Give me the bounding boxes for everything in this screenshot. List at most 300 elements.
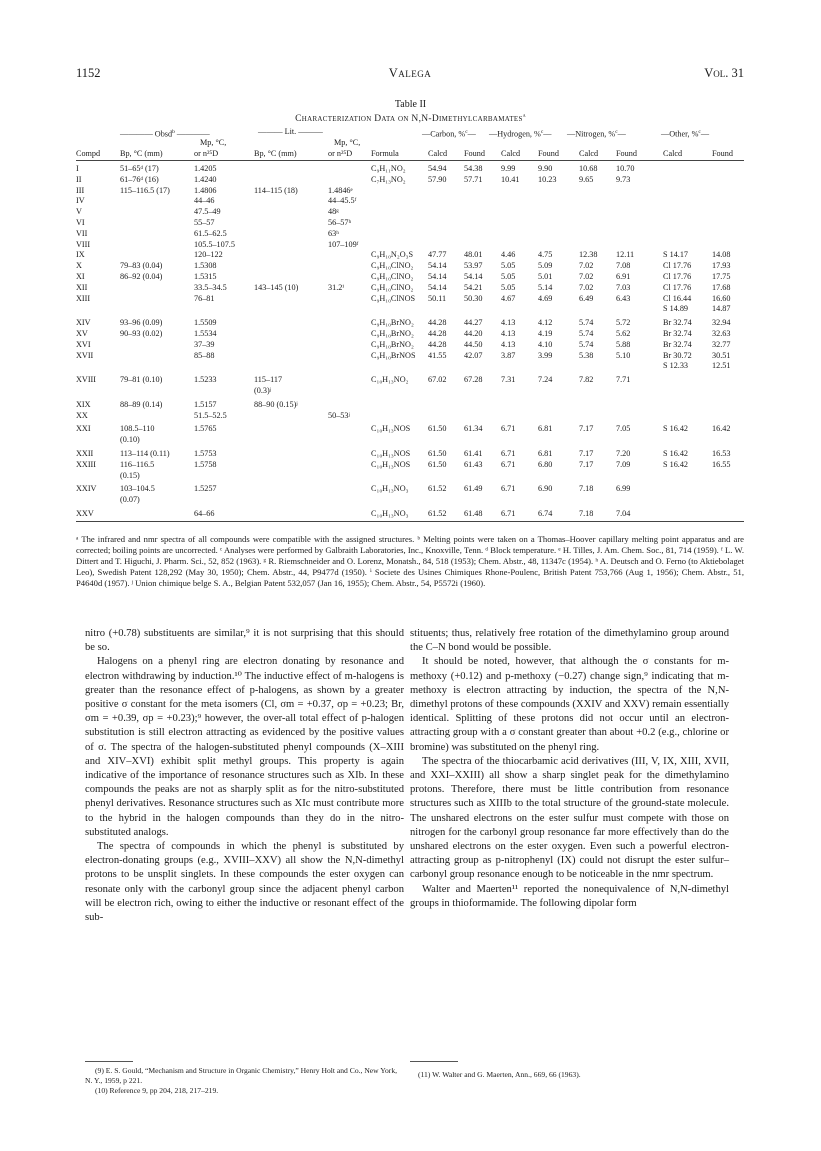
col-n-calcd: Calcd [579, 149, 599, 158]
table-cell-formula: C₉H₁₀BrNO₂ [371, 318, 414, 328]
table-cell-hf: 6.80 [538, 459, 553, 469]
col-o-calcd: Calcd [663, 149, 683, 158]
table-cell-cf: 54.21 [464, 282, 483, 292]
table-cell-hc: 4.67 [501, 293, 516, 303]
table-cell-hf: 6.81 [538, 448, 553, 458]
table-cell-bp: (0.10) [120, 435, 140, 445]
reference: (11) W. Walter and G. Maerten, Ann., 669, 66 (1963). [418, 1070, 581, 1079]
table-cell-nc: 5.74 [579, 339, 594, 349]
table-cell-formula: C₉H₁₀BrNOS [371, 350, 416, 360]
table-cell-hc: 5.05 [501, 261, 516, 271]
table-cell-litmp: 63ʰ [328, 228, 339, 238]
table-cell-hc: 4.13 [501, 328, 516, 338]
table-cell-bp: 88–89 (0.14) [120, 399, 163, 409]
table-cell-bp: 61–76ᵈ (16) [120, 174, 159, 184]
table-cell-nc: 5.38 [579, 350, 594, 360]
table-cell-compd: XVIII [76, 375, 97, 385]
table-bottom-rule [76, 521, 744, 522]
table-cell-litmp: 44–45.5ᶠ [328, 196, 357, 206]
table-cell-cf: 54.14 [464, 271, 483, 281]
table-cell-oc: Br 32.74 [663, 318, 692, 328]
table-cell-nf: 12.11 [616, 250, 635, 260]
table-cell-nf: 7.08 [616, 261, 631, 271]
table-body [76, 164, 744, 520]
table-cell-hf: 6.90 [538, 484, 553, 494]
table-cell-formula: C₉H₁₀ClNO₂ [371, 271, 414, 281]
table-cell-nf: 5.88 [616, 339, 631, 349]
paragraph: It should be noted, however, that although the σ constants for m-methoxy (+0.12) and p-methoxy (−0.27) change sign,⁹ indicating that m-methoxy is electron attracting by induction, the spectra of the N,N-dimethyl protons of these compounds (XXIV and XXV) remain essentially identical. Splitting of these protons did not occur until an electron-attracting group with a σ constant greater than about +0.2 (e.g., chlorine or bromine) was substituted on the phenyl ring. [410, 656, 729, 753]
table-row [76, 329, 744, 340]
table-cell-mp: 1.4240 [194, 174, 217, 184]
table-cell-nf: 6.43 [616, 293, 631, 303]
table-cell-hc: 6.71 [501, 508, 516, 518]
group-other: —Other, %$^c$— [661, 129, 710, 139]
table-cell-litmp: 56–57ʰ [328, 217, 352, 227]
table-row [76, 484, 744, 495]
table-row [76, 218, 744, 229]
table-row [76, 272, 744, 283]
table-row [76, 250, 744, 261]
table-cell-formula: C₉H₁₀ClNO₂ [371, 261, 414, 271]
table-cell-compd: XVI [76, 339, 91, 349]
table-cell-litbp: 88–90 (0.15)ʲ [254, 399, 298, 409]
table-cell-cf: 61.48 [464, 508, 483, 518]
table-cell-compd: XIX [76, 399, 91, 409]
table-cell-formula: C₁₀H₁₃NO₃ [371, 484, 409, 494]
table-column-headers [76, 138, 744, 161]
table-row [76, 186, 744, 197]
col-n-found: Found [616, 149, 637, 158]
table-cell-nc: 7.02 [579, 282, 594, 292]
table-cell-compd: XXI [76, 424, 91, 434]
table-cell-bp: 116–116.5 [120, 459, 155, 469]
table-row [76, 304, 744, 315]
table-cell-mp: 37–39 [194, 339, 215, 349]
table-cell-formula: C₉H₁₀N₂O₃S [371, 250, 414, 260]
table-cell-cf: 61.34 [464, 424, 483, 434]
right-references [418, 1070, 729, 1080]
table-cell-hc: 3.87 [501, 350, 516, 360]
table-cell-bp: (0.15) [120, 470, 140, 480]
table-cell-compd: IX [76, 250, 85, 260]
table-cell-nc: 7.02 [579, 261, 594, 271]
table-cell-of: 17.75 [712, 271, 731, 281]
table-cell-nc: 12.38 [579, 250, 598, 260]
table-cell-oc: S 16.42 [663, 424, 689, 434]
table-cell-hf: 4.69 [538, 293, 553, 303]
table-cell-cc: 47.77 [428, 250, 447, 260]
table-cell-bp: 86–92 (0.04) [120, 271, 163, 281]
paragraph: Walter and Maerten¹¹ reported the nonequivalence of N,N-dimethyl groups in thioformamide. The following dipolar form [410, 883, 729, 909]
table-cell-hf: 6.81 [538, 424, 553, 434]
table-cell-litbp: 143–145 (10) [254, 282, 299, 292]
col-h-found: Found [538, 149, 559, 158]
running-title: Valega [388, 66, 432, 80]
table-cell-hc: 5.05 [501, 271, 516, 281]
paragraph: stituents; thus, relatively free rotation of the dimethylamino group around the C–N bond would be possible. [410, 628, 729, 654]
table-cell-mp: 1.5308 [194, 261, 217, 271]
table-cell-cc: 44.28 [428, 339, 447, 349]
table-cell-nf: 5.10 [616, 350, 631, 360]
table-cell-cf: 67.28 [464, 375, 483, 385]
table-cell-hf: 7.24 [538, 375, 553, 385]
table-row [76, 411, 744, 422]
table-cell-oc: Br 32.74 [663, 328, 692, 338]
table-cell-compd: V [76, 207, 82, 217]
table-cell-cc: 54.14 [428, 261, 447, 271]
table-cell-cf: 50.30 [464, 293, 483, 303]
table-cell-litmp: 107–109ᶠ [328, 239, 359, 249]
right-column [410, 627, 729, 911]
table-cell-cc: 54.14 [428, 282, 447, 292]
table-cell-nc: 7.18 [579, 508, 594, 518]
table-cell-mp: 85–88 [194, 350, 215, 360]
table-cell-formula: C₁₀H₁₃NO₃ [371, 508, 409, 518]
table-cell-oc: Br 30.72 [663, 350, 692, 360]
table-row [76, 318, 744, 329]
table-cell-mp: 1.5509 [194, 318, 217, 328]
table-cell-cc: 54.14 [428, 271, 447, 281]
table-row [76, 435, 744, 446]
table-cell-hf: 3.99 [538, 350, 553, 360]
table-cell-cc: 67.02 [428, 375, 447, 385]
table-cell-cf: 44.27 [464, 318, 483, 328]
table-cell-litmp: 48ᵍ [328, 207, 339, 217]
table-cell-nf: 10.70 [616, 164, 635, 173]
table-cell-cc: 54.94 [428, 164, 447, 173]
table-cell-nc: 5.74 [579, 318, 594, 328]
table-row [76, 207, 744, 218]
table-cell-nc: 7.17 [579, 424, 594, 434]
table-cell-oc: Cl 17.76 [663, 282, 692, 292]
table-cell-compd: XXV [76, 508, 94, 518]
table-cell-compd: XXII [76, 448, 94, 458]
table-row [76, 460, 744, 471]
table-cell-nf: 7.71 [616, 375, 631, 385]
table-cell-oc: S 14.17 [663, 250, 689, 260]
table-cell-of: 16.42 [712, 424, 731, 434]
table-cell-compd: III [76, 185, 85, 195]
table-row [76, 361, 744, 372]
reference: (9) E. S. Gould, “Mechanism and Structure in Organic Chemistry,” Henry Holt and Co., New York, N. Y., 1959, p 221. [85, 1066, 398, 1085]
table-cell-of: 14.87 [712, 304, 731, 314]
table-cell-cf: 44.50 [464, 339, 483, 349]
table-row [76, 424, 744, 435]
table-cell-mp: 47.5–49 [194, 207, 221, 217]
col-o-found: Found [712, 149, 733, 158]
table-cell-oc: S 14.89 [663, 304, 689, 314]
table-cell-of: 32.77 [712, 339, 731, 349]
table-row [76, 283, 744, 294]
table-cell-oc: Br 32.74 [663, 339, 692, 349]
table-cell-bp: 103–104.5 [120, 484, 155, 494]
table-cell-of: 16.53 [712, 448, 731, 458]
table-cell-bp: 113–114 (0.11) [120, 448, 170, 458]
table-cell-cf: 61.43 [464, 459, 483, 469]
paragraph: The spectra of the thiocarbamic acid derivatives (III, V, IX, XIII, XVII, and XXI–XXIII) all show a sharp singlet peak for the dimethylamino protons. Therefore, there must be little contribution from resonance structures such as XIIIb to the total structure of the ground-state molecule. The unshared electrons on the ester sulfur must compete with those on nitrogen for the carbonyl group resonance far more effectively than do the unshared electrons on the ester oxygen. Even such a powerful electron-attracting group as p-nitrophenyl (IX) could not disrupt the ester sulfur–carbonyl group resonance enough to be noticeable in the nmr spectrum. [410, 755, 729, 881]
table-cell-cf: 57.71 [464, 174, 483, 184]
table-cell-hc: 6.71 [501, 459, 516, 469]
table-cell-litmp: 50–53ʲ [328, 410, 350, 420]
table-cell-mp: 1.5315 [194, 271, 217, 281]
table-row [76, 449, 744, 460]
table-cell-litbp: 115–117 [254, 375, 283, 385]
table-cell-nf: 5.72 [616, 318, 631, 328]
table-cell-cc: 57.90 [428, 174, 447, 184]
table-cell-compd: XXIII [76, 459, 97, 469]
table-cell-mp: 1.5765 [194, 424, 217, 434]
footnote-rule-left [85, 1061, 133, 1062]
table-cell-hc: 4.13 [501, 318, 516, 328]
table-cell-mp: 1.4205 [194, 164, 217, 173]
col-formula: Formula [371, 149, 399, 158]
table-cell-mp: 1.5257 [194, 484, 217, 494]
table-cell-cf: 61.41 [464, 448, 483, 458]
table-row [76, 340, 744, 351]
table-cell-nc: 7.17 [579, 448, 594, 458]
table-cell-cc: 44.28 [428, 328, 447, 338]
table-cell-cc: 61.52 [428, 484, 447, 494]
col-mp-lit-2: or n²⁵D [328, 149, 353, 158]
table-row [76, 164, 744, 175]
table-cell-cc: 50.11 [428, 293, 447, 303]
table-row [76, 351, 744, 362]
table-footnotes: ᵃ The infrared and nmr spectra of all compounds were compatible with the assigned structures. ᵇ Melting points were taken on a Thomas–Hoover capillary melting point apparatus and are corrected; boiling points are uncorrected. ᶜ Analyses were performed by Galbraith Laboratories, Inc., Knoxville, Tenn. ᵈ Block temperature. ᵉ H. Tilles, J. Am. Chem. Soc., 81, 714 (1959). ᶠ L. W. Dittert and T. Higuchi, J. Pharm. Sci., 52, 852 (1963). ᵍ R. Riemschneider and O. Lorenz, Monatsh., 84, 518 (1953); Chem. Abstr., 48, 11347c (1954). ʰ A. Deutsch and O. Ferno (to Aktiebolaget Leo), Swedish Patent 128,292 (May 30, 1950); Chem. Abstr., 44, P9477d (1950). ⁱ Societe des Usines Chimiques Rhone-Poulenc, British Patent 753,766 (Aug 1, 1956); Chem. Abstr., 51, P4640d (1957). ʲ Union chimique belge S. A., Belgian Patent 532,057 (Jan 16, 1955); Chem. Abstr., 54, P5572i (1960). [76, 534, 744, 588]
table-cell-nc: 7.02 [579, 271, 594, 281]
table-cell-nc: 7.17 [579, 459, 594, 469]
group-lit: ——— Lit. ——— [258, 127, 323, 136]
page-number: 1152 [76, 66, 101, 80]
col-c-found: Found [464, 149, 485, 158]
table-cell-hc: 4.46 [501, 250, 516, 260]
reference: (10) Reference 9, pp 204, 218, 217–219. [95, 1086, 219, 1095]
table-cell-formula: C₁₀H₁₃NOS [371, 448, 411, 458]
table-row [76, 294, 744, 305]
table-cell-bp: 115–116.5 (17) [120, 185, 170, 195]
table-cell-nf: 9.73 [616, 174, 631, 184]
col-mp-obsd: Mp, °C, [200, 138, 227, 147]
table-cell-mp: 105.5–107.5 [194, 239, 235, 249]
table-cell-of: 16.55 [712, 459, 731, 469]
group-hydrogen: —Hydrogen, %$^c$— [489, 129, 552, 139]
table-row [76, 495, 744, 506]
table-cell-hc: 6.71 [501, 424, 516, 434]
table-cell-hc: 10.41 [501, 174, 520, 184]
table-cell-compd: IV [76, 196, 85, 206]
table-cell-compd: XV [76, 328, 88, 338]
table-group-headers [76, 127, 744, 138]
col-mp-lit: Mp, °C, [334, 138, 361, 147]
table-cell-mp: 1.5753 [194, 448, 217, 458]
table-cell-nc: 6.49 [579, 293, 594, 303]
table-cell-litmp: 1.4846ᵉ [328, 185, 353, 195]
table-cell-bp: (0.07) [120, 495, 140, 505]
table-title: Characterization Data on N,N-Dimethylcarbamates$^a$ [295, 113, 526, 125]
table-cell-nc: 7.82 [579, 375, 594, 385]
table-cell-formula: C₁₀H₁₃NOS [371, 424, 411, 434]
table-cell-oc: Cl 16.44 [663, 293, 692, 303]
table-cell-litbp: (0.3)ʲ [254, 385, 271, 395]
table-cell-nc: 9.65 [579, 174, 594, 184]
table-cell-oc: Cl 17.76 [663, 271, 692, 281]
table-cell-hf: 9.90 [538, 164, 553, 173]
table-cell-cc: 61.50 [428, 448, 447, 458]
table-cell-of: 30.51 [712, 350, 731, 360]
table-cell-formula: C₇H₁₃NO₂ [371, 174, 406, 184]
footnote-rule-right [410, 1061, 458, 1062]
table-row [76, 229, 744, 240]
table-cell-formula: C₉H₁₀ClNO₂ [371, 282, 414, 292]
table-cell-hf: 5.09 [538, 261, 553, 271]
table-cell-hf: 10.23 [538, 174, 557, 184]
table-cell-compd: XIV [76, 318, 91, 328]
col-bp-lit: Bp, °C (mm) [254, 149, 297, 158]
table-cell-of: 32.94 [712, 318, 731, 328]
table-cell-hf: 5.01 [538, 271, 553, 281]
table-cell-mp: 51.5–52.5 [194, 410, 227, 420]
table-cell-hc: 7.31 [501, 375, 516, 385]
table-cell-mp: 44–46 [194, 196, 215, 206]
table-cell-formula: C₉H₁₁NO₂ [371, 164, 406, 173]
group-nitrogen: —Nitrogen, %$^c$— [567, 129, 626, 139]
table-row [76, 386, 744, 397]
table-cell-bp: 51–65ᵈ (17) [120, 164, 159, 173]
table-cell-mp: 64–66 [194, 508, 215, 518]
table-cell-mp: 55–57 [194, 217, 215, 227]
table-cell-nf: 6.91 [616, 271, 631, 281]
table-cell-of: 14.08 [712, 250, 731, 260]
table-cell-cf: 54.38 [464, 164, 483, 173]
table-cell-compd: I [76, 164, 79, 173]
table-cell-mp: 1.5758 [194, 459, 217, 469]
table-cell-nf: 7.05 [616, 424, 631, 434]
table-cell-hc: 5.05 [501, 282, 516, 292]
table-cell-nc: 7.18 [579, 484, 594, 494]
table-cell-hc: 9.99 [501, 164, 516, 173]
table-cell-bp: 79–81 (0.10) [120, 375, 163, 385]
table-cell-bp: 79–83 (0.04) [120, 261, 163, 271]
table-cell-formula: C₉H₁₀BrNO₂ [371, 328, 414, 338]
table-cell-cf: 48.01 [464, 250, 483, 260]
table-cell-mp: 120–122 [194, 250, 223, 260]
table-cell-hf: 4.12 [538, 318, 553, 328]
paragraph: The spectra of compounds in which the phenyl is substituted by electron-donating groups (e.g., XVIII–XXV) all show the N,N-dimethyl protons to be unsplit singlets. In these compounds the ester oxygen can resonate only with the carbonyl group since the adjacent phenyl carbon will be electron rich, owing to either the inductive or resonant effect of the sub- [85, 841, 404, 924]
table-cell-nc: 10.68 [579, 164, 598, 173]
table-cell-compd: XVII [76, 350, 94, 360]
table-cell-nf: 5.62 [616, 328, 631, 338]
table-cell-bp: 90–93 (0.02) [120, 328, 163, 338]
table-cell-hc: 6.71 [501, 448, 516, 458]
table-caption: Table II [394, 99, 427, 110]
table-cell-oc: S 12.33 [663, 361, 689, 371]
table-cell-hf: 4.10 [538, 339, 553, 349]
table-cell-litbp: 114–115 (18) [254, 185, 298, 195]
table-cell-compd: XI [76, 271, 85, 281]
table-cell-hf: 6.74 [538, 508, 553, 518]
table-cell-mp: 33.5–34.5 [194, 282, 227, 292]
left-references [85, 1066, 404, 1096]
table-cell-of: 12.51 [712, 361, 731, 371]
table-cell-nf: 7.20 [616, 448, 631, 458]
table-cell-compd: II [76, 174, 82, 184]
table-cell-mp: 1.5157 [194, 399, 217, 409]
table-cell-nc: 5.74 [579, 328, 594, 338]
table-cell-compd: X [76, 261, 82, 271]
table-cell-bp: 108.5–110 [120, 424, 155, 434]
table-cell-litmp: 31.2ⁱ [328, 282, 344, 292]
table-cell-hc: 6.71 [501, 484, 516, 494]
table-cell-of: 17.93 [712, 261, 731, 271]
col-h-calcd: Calcd [501, 149, 521, 158]
table-cell-formula: C₉H₁₀ClNOS [371, 293, 416, 303]
table-row [76, 471, 744, 482]
table-cell-mp: 1.5534 [194, 328, 217, 338]
col-c-calcd: Calcd [428, 149, 448, 158]
paragraph: Halogens on a phenyl ring are electron donating by resonance and electron withdrawing by induction.¹⁰ The inductive effect of m-halogens is greater than the resonance effect of p-halogens, as shown by a greater positive σ constant for the meta isomers (Cl, σm = +0.37, σp = +0.23; Br, σm = +0.39, σp = +0.23);⁹ however, the over-all total effect of p-halogen substitution is still electron attracting as evidenced by the positive values of σ. The spectra of the halogen-substituted phenyl compounds (X–XIII and XIV–XVI) exhibit split methyl groups. This property is again indicative of the importance of resonance structures such as XIb. In these compounds the peaks are not as sharply split as for the nitro-substituted phenyl derivatives. Resonance structures such as XIc must contribute more to the hybrid in the halogen compounds than they do in the nitro-substituted analogs. [85, 656, 404, 838]
characterization-table [76, 127, 744, 522]
table-cell-cf: 42.07 [464, 350, 483, 360]
table-cell-compd: XII [76, 282, 88, 292]
table-cell-cc: 44.28 [428, 318, 447, 328]
table-cell-cc: 61.52 [428, 508, 447, 518]
table-cell-mp: 76–81 [194, 293, 215, 303]
table-cell-mp: 1.4806 [194, 185, 217, 195]
table-row [76, 400, 744, 411]
table-cell-hf: 4.75 [538, 250, 553, 260]
table-row [76, 240, 744, 251]
table-cell-compd: XIII [76, 293, 91, 303]
col-mp-obsd-2: or n²⁵D [194, 149, 219, 158]
table-cell-cc: 61.50 [428, 459, 447, 469]
col-bp-obsd: Bp, °C (mm) [120, 149, 163, 158]
table-cell-mp: 61.5–62.5 [194, 228, 227, 238]
table-cell-hf: 5.14 [538, 282, 553, 292]
table-cell-of: 32.63 [712, 328, 731, 338]
table-cell-compd: VI [76, 217, 85, 227]
table-cell-mp: 1.5233 [194, 375, 217, 385]
table-row [76, 375, 744, 386]
table-cell-bp: 93–96 (0.09) [120, 318, 163, 328]
table-cell-compd: VII [76, 228, 88, 238]
table-cell-nf: 7.03 [616, 282, 631, 292]
table-cell-formula: C₉H₁₀BrNO₂ [371, 339, 414, 349]
table-cell-of: 17.68 [712, 282, 731, 292]
table-row [76, 261, 744, 272]
table-cell-cc: 41.55 [428, 350, 447, 360]
table-cell-hf: 4.19 [538, 328, 553, 338]
table-cell-cf: 44.20 [464, 328, 483, 338]
table-cell-cf: 53.97 [464, 261, 483, 271]
table-cell-nf: 7.09 [616, 459, 631, 469]
table-cell-of: 16.60 [712, 293, 731, 303]
table-cell-compd: XX [76, 410, 88, 420]
table-cell-cf: 61.49 [464, 484, 483, 494]
table-cell-formula: C₁₀H₁₃NOS [371, 459, 411, 469]
paragraph: nitro (+0.78) substituents are similar,⁹ it is not surprising that this should be so. [85, 628, 404, 654]
col-compd: Compd [76, 149, 101, 158]
table-row [76, 509, 744, 520]
table-cell-compd: XXIV [76, 484, 97, 494]
table-cell-compd: VIII [76, 239, 91, 249]
running-header [76, 66, 744, 84]
table-row [76, 175, 744, 186]
table-cell-hc: 4.13 [501, 339, 516, 349]
table-cell-nf: 7.04 [616, 508, 631, 518]
table-cell-formula: C₁₀H₁₃NO₂ [371, 375, 409, 385]
group-obsd: ———— Obsd$^b$ ———— [120, 129, 210, 139]
volume-label: Vol. 31 [704, 66, 744, 80]
table-cell-cc: 61.50 [428, 424, 447, 434]
